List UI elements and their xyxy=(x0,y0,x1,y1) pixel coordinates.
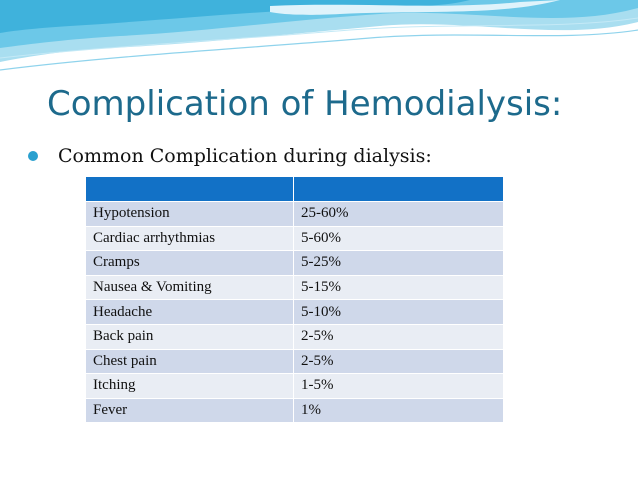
table-header-row xyxy=(86,177,504,202)
table-row xyxy=(86,374,504,399)
complications-table xyxy=(85,176,504,423)
table-row xyxy=(86,251,504,276)
complication-cell: Hypotension xyxy=(86,202,294,227)
incidence-cell: 5-15% xyxy=(294,275,504,300)
complication-cell: Fever xyxy=(86,398,294,423)
complication-cell: Headache xyxy=(86,300,294,325)
bullet-dot-icon xyxy=(28,151,38,161)
incidence-cell: 2-5% xyxy=(294,324,504,349)
incidence-cell: 1% xyxy=(294,398,504,423)
table-row xyxy=(86,324,504,349)
complication-cell: Cardiac arrhythmias xyxy=(86,226,294,251)
slide-title: Complication of Hemodialysis: xyxy=(47,84,563,124)
table-header-cell-2 xyxy=(294,177,504,202)
table-row xyxy=(86,398,504,423)
decorative-wave-banner xyxy=(0,0,638,90)
table-row xyxy=(86,349,504,374)
incidence-cell: 1-5% xyxy=(294,374,504,399)
complication-cell: Itching xyxy=(86,374,294,399)
bullet-item xyxy=(28,143,432,169)
incidence-cell: 5-60% xyxy=(294,226,504,251)
complication-cell: Nausea & Vomiting xyxy=(86,275,294,300)
table-row xyxy=(86,275,504,300)
complication-cell: Chest pain xyxy=(86,349,294,374)
incidence-cell: 25-60% xyxy=(294,202,504,227)
complication-cell: Cramps xyxy=(86,251,294,276)
incidence-cell: 5-10% xyxy=(294,300,504,325)
incidence-cell: 5-25% xyxy=(294,251,504,276)
incidence-cell: 2-5% xyxy=(294,349,504,374)
complication-cell: Back pain xyxy=(86,324,294,349)
table-row xyxy=(86,202,504,227)
table-row xyxy=(86,226,504,251)
table-row xyxy=(86,300,504,325)
table-header-cell-1 xyxy=(86,177,294,202)
bullet-text: Common Complication during dialysis: xyxy=(58,145,432,167)
